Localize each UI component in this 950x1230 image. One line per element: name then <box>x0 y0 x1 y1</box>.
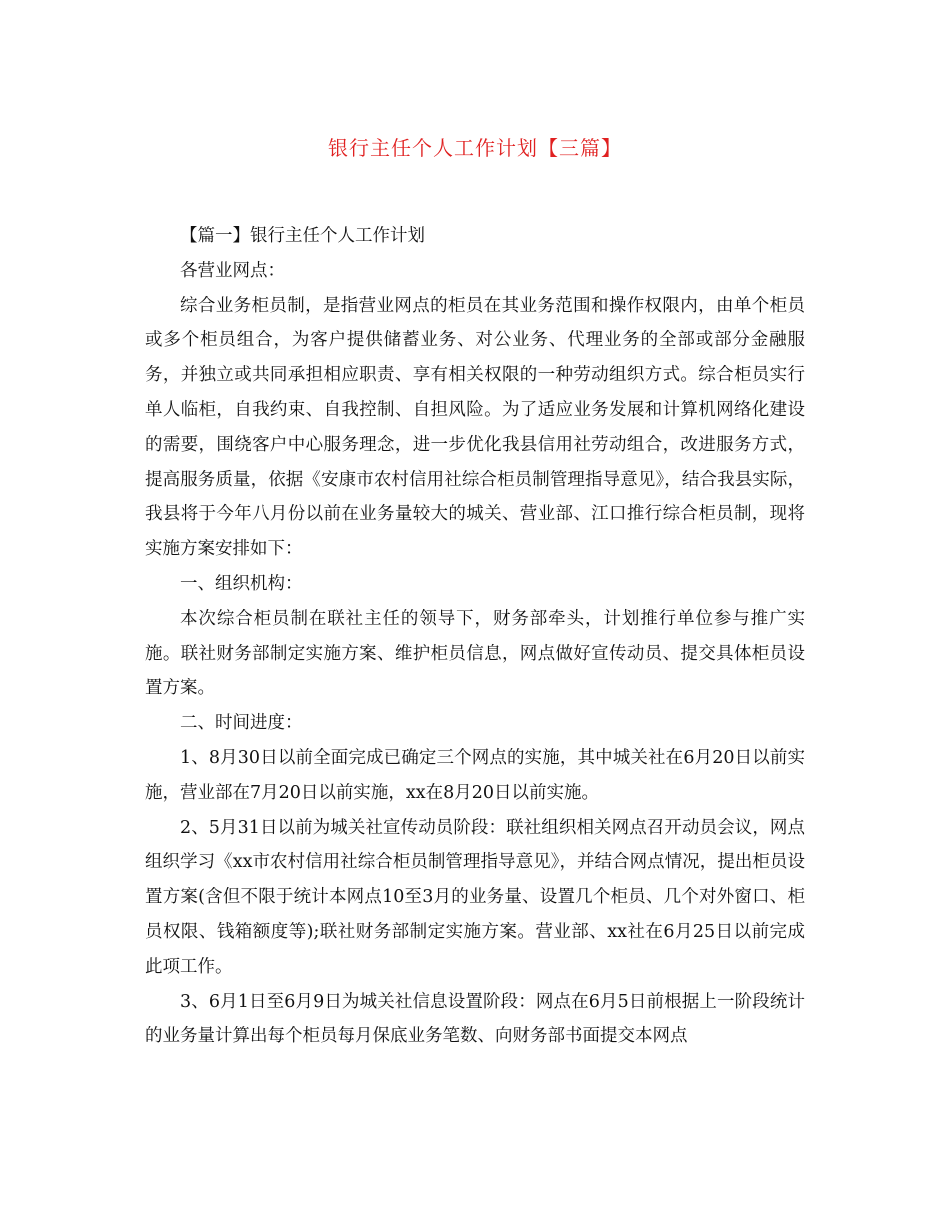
paragraph-schedule-3: 3、6月1日至6月9日为城关社信息设置阶段：网点在6月5日前根据上一阶段统计的业务量计算出每个柜员每月保底业务笔数、向财务部书面提交本网点 <box>145 991 805 1047</box>
paragraph-schedule-2: 2、5月31日以前为城关社宣传动员阶段：联社组织相关网点召开动员会议，网点组织学习《xx市农村信用社综合柜员制管理指导意见》，并结合网点情况，提出柜员设置方案(含但不限于统计本网点10至3月的业务量、设置几个柜员、几个对外窗口、柜员权限、钱箱额度等);联社财务部制定实施方案。营业部、xx社在6月25日以前完成此项工作。 <box>145 817 805 977</box>
paragraph-organization: 本次综合柜员制在联社主任的领导下，财务部牵头，计划推行单位参与推广实施。联社财务部制定实施方案、维护柜员信息，网点做好宣传动员、提交具体柜员设置方案。 <box>145 608 805 699</box>
salutation: 各营业网点： <box>180 260 285 281</box>
paragraph-intro: 综合业务柜员制，是指营业网点的柜员在其业务范围和操作权限内，由单个柜员或多个柜员组合，为客户提供储蓄业务、对公业务、代理业务的全部或部分金融服务，并独立或共同承担相应职责、享有相关权限的一种劳动组织方式。综合柜员实行单人临柜，自我约束、自我控制、自担风险。为了适应业务发展和计算机网络化建设的需要，围绕客户中心服务理念，进一步优化我县信用社劳动组合，改进服务方式，提高服务质量，依据《安康市农村信用社综合柜员制管理指导意见》，结合我县实际，我县将于今年八月份以前在业务量较大的城关、营业部、江口推行综合柜员制，现将实施方案安排如下： <box>145 295 805 560</box>
document-title: 银行主任个人工作计划【三篇】 <box>328 136 622 160</box>
document-body <box>145 219 805 1054</box>
section-heading: 【篇一】银行主任个人工作计划 <box>180 226 425 246</box>
heading-organization: 一、组织机构： <box>180 573 303 594</box>
heading-schedule: 二、时间进度： <box>180 713 303 734</box>
paragraph-schedule-1: 1、8月30日以前全面完成已确定三个网点的实施，其中城关社在6月20日以前实施，营业部在7月20日以前实施，xx在8月20日以前实施。 <box>145 747 805 803</box>
